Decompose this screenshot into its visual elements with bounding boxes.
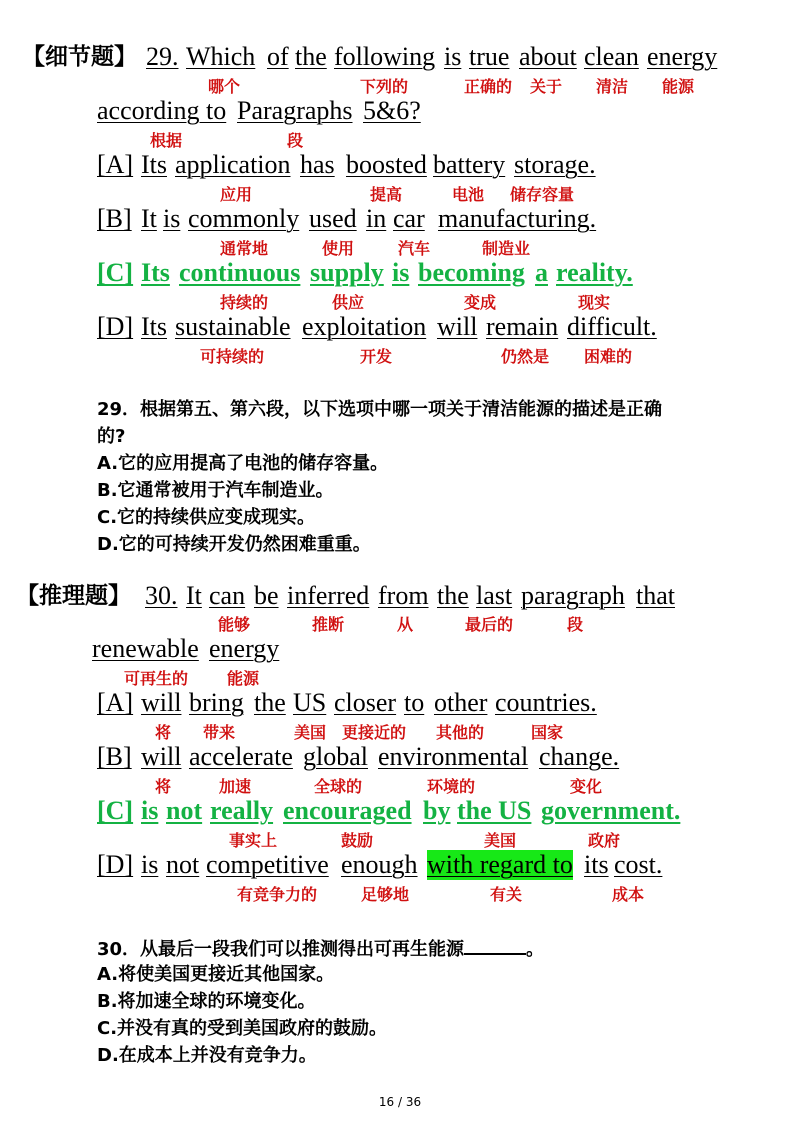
q30-word: will	[141, 688, 182, 717]
q29-gloss: 段	[287, 131, 304, 150]
q30-option-c-correct	[0, 796, 800, 828]
q29-word: clean	[584, 42, 639, 71]
q29-gloss: 根据	[150, 131, 183, 150]
q29-word: exploitation	[302, 312, 427, 341]
page-current: 16	[378, 1095, 395, 1109]
q29-gloss: 开发	[360, 347, 393, 366]
q30-word: is	[141, 850, 159, 879]
q29-gloss: 电池	[452, 185, 485, 204]
q30-word: accelerate	[189, 742, 293, 771]
q29-type-tag: 【细节题】	[22, 44, 137, 70]
q30-word: government.	[541, 796, 681, 825]
q30-word: its	[584, 850, 609, 879]
q29-word: 29.	[146, 42, 179, 71]
option-letter: [A]	[97, 688, 134, 717]
q29-word: difficult.	[567, 312, 657, 341]
q30-word: the	[254, 688, 286, 717]
q29-option-c-correct	[0, 258, 800, 290]
q30-gloss: 足够地	[361, 885, 410, 904]
q29-gloss: 供应	[332, 293, 365, 312]
q29-line1	[0, 42, 800, 74]
q30-gloss: 成本	[612, 885, 645, 904]
q30-gloss: 从	[397, 615, 414, 634]
q29-word: Which	[186, 42, 256, 71]
q29-word: becoming	[418, 258, 525, 287]
q30-gloss: 更接近的	[342, 723, 407, 742]
q30-word: the US	[457, 796, 532, 825]
q29-word: reality.	[556, 258, 633, 287]
q30-word: not	[166, 850, 200, 879]
q30-translation-option-c: C.并没有真的受到美国政府的鼓励。	[97, 1018, 388, 1039]
q29-option-d	[0, 312, 800, 344]
q29-gloss: 关于	[530, 77, 563, 96]
q30-gloss: 将	[155, 723, 172, 742]
q30-word: not	[166, 796, 203, 825]
q30-word: will	[141, 742, 182, 771]
option-letter: [B]	[97, 204, 132, 233]
q30-translation-question-end: 。	[526, 939, 545, 960]
q30-line1	[0, 581, 800, 613]
q30-gloss: 有竞争力的	[237, 885, 318, 904]
q30-highlighted-phrase: with regard to	[427, 850, 573, 879]
q30-word: is	[141, 796, 159, 825]
option-letter: [C]	[97, 796, 134, 825]
q30-translation-option-b: B.将加速全球的环境变化。	[97, 991, 316, 1012]
q30-option-b	[0, 742, 800, 774]
q29-option-a	[0, 150, 800, 182]
q30-gloss: 其他的	[436, 723, 485, 742]
q30-word: closer	[334, 688, 397, 717]
q30-gloss: 鼓励	[341, 831, 374, 850]
q29-gloss: 可持续的	[200, 347, 265, 366]
q30-line2	[0, 634, 800, 666]
option-letter: [D]	[97, 312, 134, 341]
q30-translation-question	[97, 935, 544, 963]
q30-word: be	[254, 581, 279, 610]
q30-gloss: 最后的	[465, 615, 514, 634]
q30-word: by	[423, 796, 451, 825]
q30-word: can	[209, 581, 246, 610]
q30-word: really	[210, 796, 274, 825]
q30-word: paragraph	[521, 581, 625, 610]
q30-gloss: 国家	[531, 723, 564, 742]
q30-word: global	[303, 742, 368, 771]
q30-gloss: 美国	[294, 723, 327, 742]
q30-word: encouraged	[283, 796, 412, 825]
q29-translation-option-c: C.它的持续供应变成现实。	[97, 507, 316, 528]
q30-word: bring	[189, 688, 244, 717]
q30-translation-option-a: A.将使美国更接近其他国家。	[97, 964, 335, 985]
q29-word: according to	[97, 96, 227, 125]
q29-word: Its	[141, 150, 167, 179]
q30-gloss: 事实上	[229, 831, 278, 850]
q29-gloss: 应用	[220, 185, 253, 204]
q29-gloss: 汽车	[398, 239, 431, 258]
q30-word: renewable	[92, 634, 199, 663]
q29-word: battery	[433, 150, 506, 179]
q30-word: US	[293, 688, 327, 717]
q30-gloss: 推断	[312, 615, 345, 634]
q29-gloss: 仍然是	[501, 347, 550, 366]
q29-word: supply	[310, 258, 384, 287]
q29-translation-question-cont: 的?	[97, 426, 126, 447]
q30-word: to	[404, 688, 425, 717]
q29-word: energy	[647, 42, 718, 71]
q30-word: other	[434, 688, 488, 717]
q30-gloss: 能够	[218, 615, 251, 634]
q29-word: 5&6?	[363, 96, 421, 125]
q29-translation-option-a: A.它的应用提高了电池的储存容量。	[97, 453, 389, 474]
q30-gloss: 政府	[588, 831, 621, 850]
q30-gloss: 有关	[490, 885, 523, 904]
q29-word: It	[141, 204, 157, 233]
q30-gloss: 变化	[570, 777, 603, 796]
q29-word: about	[519, 42, 577, 71]
q30-word: inferred	[287, 581, 370, 610]
option-letter: [B]	[97, 742, 132, 771]
q29-word: the	[295, 42, 327, 71]
q30-word: the	[437, 581, 469, 610]
q29-gloss: 现实	[578, 293, 611, 312]
q29-word: commonly	[188, 204, 300, 233]
q29-word: is	[444, 42, 462, 71]
q29-gloss: 使用	[322, 239, 355, 258]
page-number	[0, 1095, 800, 1109]
q30-option-d	[0, 850, 800, 882]
q29-word: manufacturing.	[438, 204, 597, 233]
q30-gloss: 加速	[219, 777, 252, 796]
q29-word: following	[334, 42, 436, 71]
q29-gloss: 变成	[464, 293, 497, 312]
q30-translation-question-text: 30．从最后一段我们可以推测得出可再生能源	[97, 939, 465, 960]
q29-word: is	[392, 258, 410, 287]
q29-word: application	[175, 150, 291, 179]
q29-word: will	[437, 312, 478, 341]
q29-word: continuous	[179, 258, 301, 287]
option-letter: [C]	[97, 258, 134, 287]
q29-gloss: 持续的	[220, 293, 269, 312]
q29-gloss: 提高	[370, 185, 403, 204]
q29-gloss: 储存容量	[510, 185, 575, 204]
q30-gloss: 可再生的	[124, 669, 189, 688]
q30-option-a	[0, 688, 800, 720]
q29-gloss: 能源	[662, 77, 695, 96]
q29-word: Paragraphs	[237, 96, 353, 125]
q30-gloss: 能源	[227, 669, 260, 688]
q29-word: a	[535, 258, 548, 287]
q29-translation-option-b: B.它通常被用于汽车制造业。	[97, 480, 334, 501]
q29-translation-question: 29．根据第五、第六段，以下选项中哪一项关于清洁能源的描述是正确	[97, 399, 663, 420]
q29-word: true	[469, 42, 510, 71]
q30-word: 30.	[145, 581, 178, 610]
q30-gloss: 全球的	[314, 777, 363, 796]
q29-word: in	[366, 204, 387, 233]
q30-gloss: 带来	[203, 723, 236, 742]
q29-gloss: 通常地	[220, 239, 269, 258]
q29-gloss: 下列的	[360, 77, 409, 96]
q29-word: of	[267, 42, 289, 71]
q30-gloss: 将	[155, 777, 172, 796]
q30-word: from	[378, 581, 429, 610]
page-total: 36	[405, 1095, 422, 1109]
q30-word: cost.	[614, 850, 663, 879]
option-letter: [D]	[97, 850, 134, 879]
q29-gloss: 哪个	[208, 77, 241, 96]
q29-word: used	[309, 204, 357, 233]
q30-word: It	[186, 581, 202, 610]
q30-word: that	[636, 581, 675, 610]
q29-word: is	[163, 204, 181, 233]
page-separator: /	[397, 1095, 403, 1109]
q30-word: enough	[341, 850, 418, 879]
q30-type-tag: 【推理题】	[16, 583, 131, 609]
q29-word: Its	[141, 312, 167, 341]
q30-word: environmental	[378, 742, 529, 771]
q29-gloss: 正确的	[464, 77, 513, 96]
q29-gloss: 困难的	[584, 347, 633, 366]
q29-word: sustainable	[175, 312, 291, 341]
q29-word: boosted	[346, 150, 427, 179]
q30-translation-option-d: D.在成本上并没有竞争力。	[97, 1045, 317, 1066]
q29-gloss: 清洁	[596, 77, 629, 96]
option-letter: [A]	[97, 150, 134, 179]
q29-option-b	[0, 204, 800, 236]
q30-gloss: 段	[567, 615, 584, 634]
q30-word: last	[476, 581, 513, 610]
q30-word: change.	[539, 742, 620, 771]
q29-translation-option-d: D.它的可持续开发仍然困难重重。	[97, 534, 371, 555]
q30-gloss: 环境的	[427, 777, 476, 796]
answer-blank	[464, 935, 526, 955]
q29-gloss: 制造业	[482, 239, 531, 258]
q30-word: competitive	[206, 850, 329, 879]
q29-line2	[0, 96, 800, 128]
q30-word: countries.	[495, 688, 597, 717]
q29-word: remain	[486, 312, 559, 341]
q29-word: car	[393, 204, 425, 233]
q30-word: energy	[209, 634, 280, 663]
q29-word: storage.	[514, 150, 596, 179]
q29-word: Its	[141, 258, 170, 287]
q29-word: has	[300, 150, 335, 179]
q30-gloss: 美国	[484, 831, 517, 850]
